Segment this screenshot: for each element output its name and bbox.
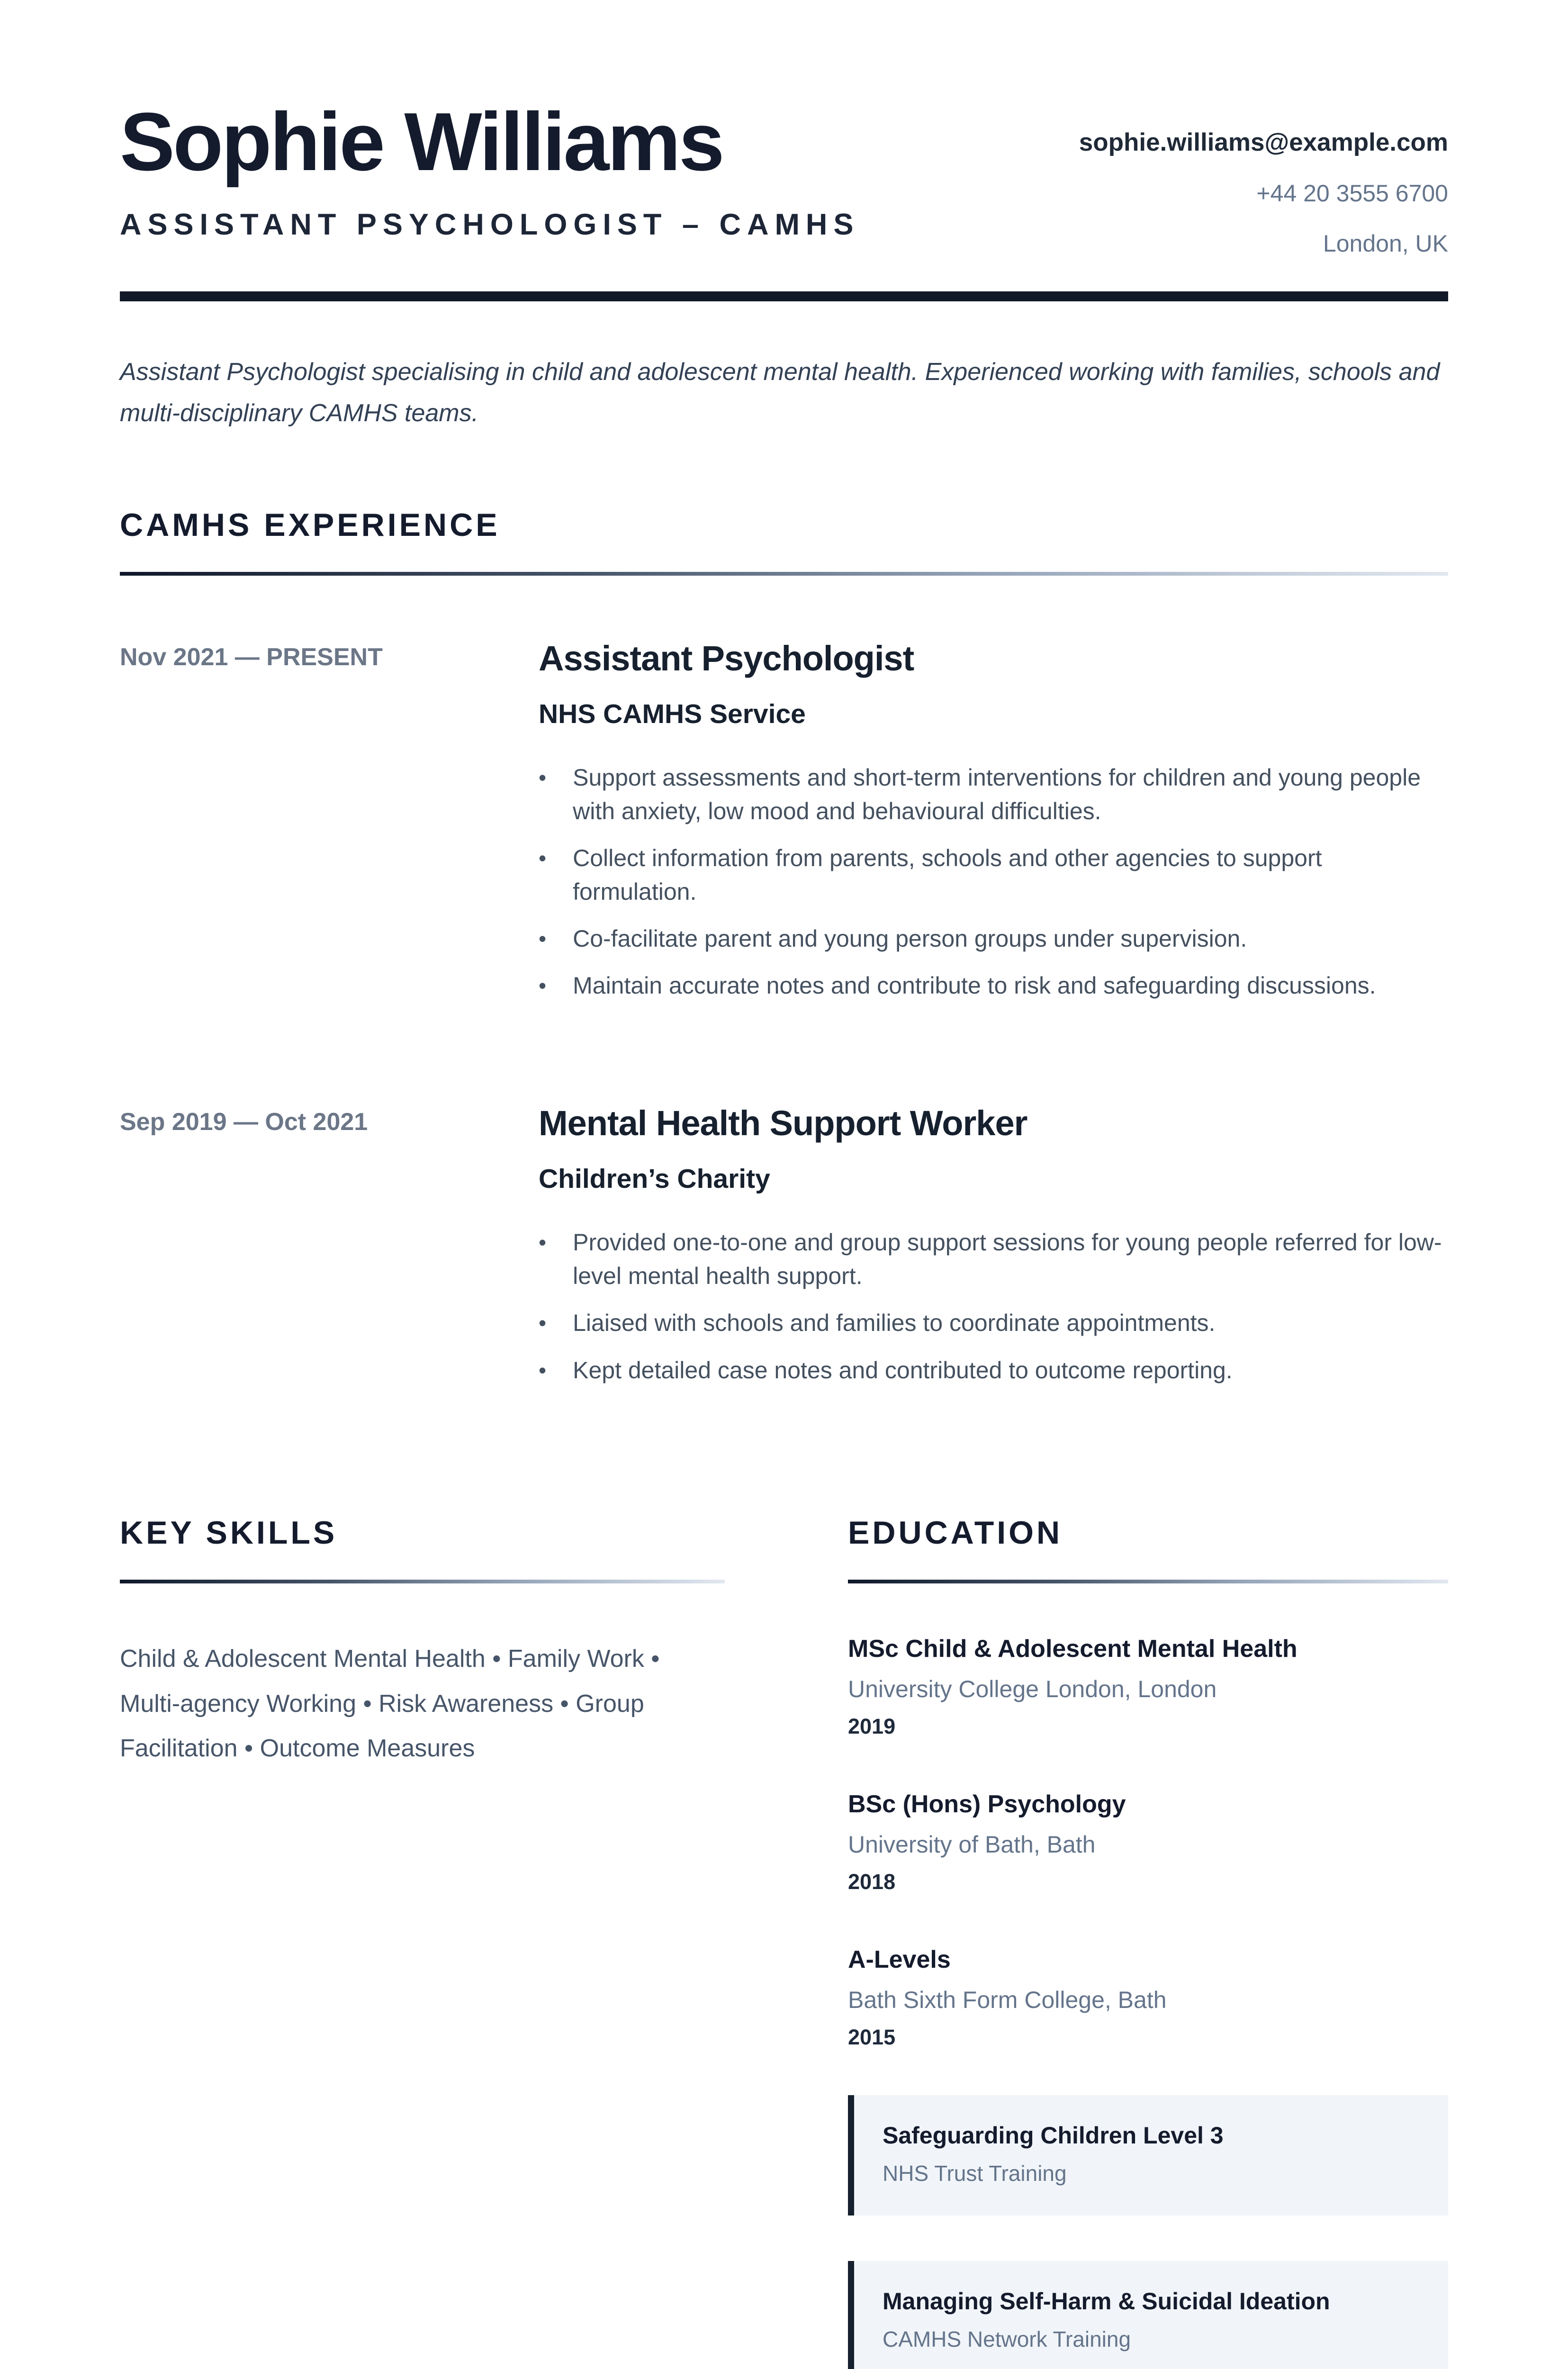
skill-item: Multi-agency Working — [120, 1690, 357, 1718]
skill-separator: • — [644, 1645, 660, 1673]
bullet-icon: • — [539, 1230, 547, 1255]
job-dates: Nov 2021 — PRESENT — [120, 643, 383, 671]
certification-title: Managing Self-Harm & Suicidal Ideation — [883, 2288, 1330, 2315]
person-name: Sophie Williams — [120, 95, 723, 188]
job-entry — [120, 638, 1448, 1003]
job-details — [539, 638, 1448, 1003]
contact-phone: +44 20 3555 6700 — [1256, 180, 1448, 207]
education-degree: MSc Child & Adolescent Mental Health — [848, 1635, 1298, 1663]
job-organisation: NHS CAMHS Service — [539, 698, 806, 729]
education-school: Bath Sixth Form College, Bath — [848, 1986, 1167, 2013]
header-divider — [120, 291, 1448, 301]
education-year: 2015 — [848, 2025, 896, 2049]
skill-separator: • — [356, 1690, 379, 1718]
education-heading: EDUCATION — [848, 1514, 1063, 1551]
education-degree: A-Levels — [848, 1945, 951, 1973]
skill-item: Child & Adolescent Mental Health — [120, 1645, 486, 1673]
bullet-text: Co-facilitate parent and young person groups under supervision. — [573, 925, 1247, 952]
skills-list — [120, 1637, 725, 1771]
education-degree: BSc (Hons) Psychology — [848, 1790, 1126, 1818]
professional-summary: Assistant Psychologist specialising in child and adolescent mental health. Experienced working with families, schools and multi-disciplinary CAMHS teams. — [120, 358, 1440, 427]
skill-separator: • — [485, 1645, 508, 1673]
job-bullet — [539, 1354, 1448, 1387]
education-entry — [848, 1635, 1448, 1739]
job-bullet — [539, 922, 1448, 956]
certification-card — [848, 2261, 1448, 2369]
skill-item: Risk Awareness — [378, 1690, 554, 1718]
education-entry — [848, 1945, 1448, 2050]
skill-item: Outcome Measures — [260, 1735, 475, 1763]
education-entry — [848, 1790, 1448, 1894]
education-heading-rule — [848, 1580, 1448, 1583]
person-job-title: ASSISTANT PSYCHOLOGIST – CAMHS — [120, 208, 860, 241]
bullet-text: Maintain accurate notes and contribute to risk and safeguarding discussions. — [573, 972, 1376, 999]
education-year: 2018 — [848, 1869, 896, 1894]
skill-item: Family Work — [507, 1645, 644, 1673]
contact-location: London, UK — [1323, 230, 1448, 257]
bullet-text: Collect information from parents, schools and other agencies to support formulation. — [573, 844, 1322, 905]
skills-heading: KEY SKILLS — [120, 1514, 338, 1551]
bullet-icon: • — [539, 765, 547, 790]
contact-block — [1079, 100, 1448, 257]
education-school: University College London, London — [848, 1675, 1217, 1702]
contact-email: sophie.williams@example.com — [1079, 128, 1448, 156]
job-bullet-list — [539, 761, 1448, 1003]
experience-heading-rule — [120, 572, 1448, 576]
bullet-icon: • — [539, 1311, 547, 1336]
bullet-text: Liaised with schools and families to coordinate appointments. — [573, 1310, 1216, 1337]
job-bullet — [539, 969, 1448, 1003]
job-bullet — [539, 1306, 1448, 1340]
job-bullet — [539, 761, 1448, 828]
job-bullet-list — [539, 1226, 1448, 1387]
experience-section — [120, 506, 1448, 1387]
experience-heading: CAMHS EXPERIENCE — [120, 506, 500, 543]
job-role-title: Mental Health Support Worker — [539, 1103, 1027, 1143]
bottom-section — [120, 1514, 1448, 2369]
job-organisation: Children’s Charity — [539, 1164, 770, 1194]
bullet-text: Provided one-to-one and group support sessions for young people referred for low-level mental health support. — [573, 1229, 1442, 1290]
job-bullet — [539, 1226, 1448, 1293]
bullet-icon: • — [539, 1357, 547, 1383]
job-entry — [120, 1103, 1448, 1387]
education-year: 2019 — [848, 1714, 896, 1738]
bullet-text: Kept detailed case notes and contributed to outcome reporting. — [573, 1356, 1233, 1383]
skill-item: Group Facilitation — [120, 1690, 644, 1763]
skill-separator: • — [237, 1735, 260, 1763]
job-role-title: Assistant Psychologist — [539, 638, 914, 678]
header-identity — [120, 95, 860, 242]
skills-column — [120, 1514, 725, 2369]
skills-heading-rule — [120, 1580, 725, 1583]
bullet-icon: • — [539, 973, 547, 998]
bullet-icon: • — [539, 926, 547, 951]
certification-title: Safeguarding Children Level 3 — [883, 2122, 1224, 2149]
job-details — [539, 1103, 1448, 1387]
header — [120, 95, 1448, 257]
education-school: University of Bath, Bath — [848, 1831, 1096, 1858]
certification-provider: NHS Trust Training — [883, 2161, 1067, 2186]
job-bullet — [539, 841, 1448, 909]
certification-card — [848, 2095, 1448, 2215]
skill-separator: • — [553, 1690, 576, 1718]
certification-provider: CAMHS Network Training — [883, 2326, 1131, 2351]
bullet-icon: • — [539, 845, 547, 870]
job-dates: Sep 2019 — Oct 2021 — [120, 1108, 368, 1136]
education-column — [848, 1514, 1448, 2369]
bullet-text: Support assessments and short-term interventions for children and young people with anxiety, low mood and behavioural difficulties. — [573, 764, 1421, 824]
